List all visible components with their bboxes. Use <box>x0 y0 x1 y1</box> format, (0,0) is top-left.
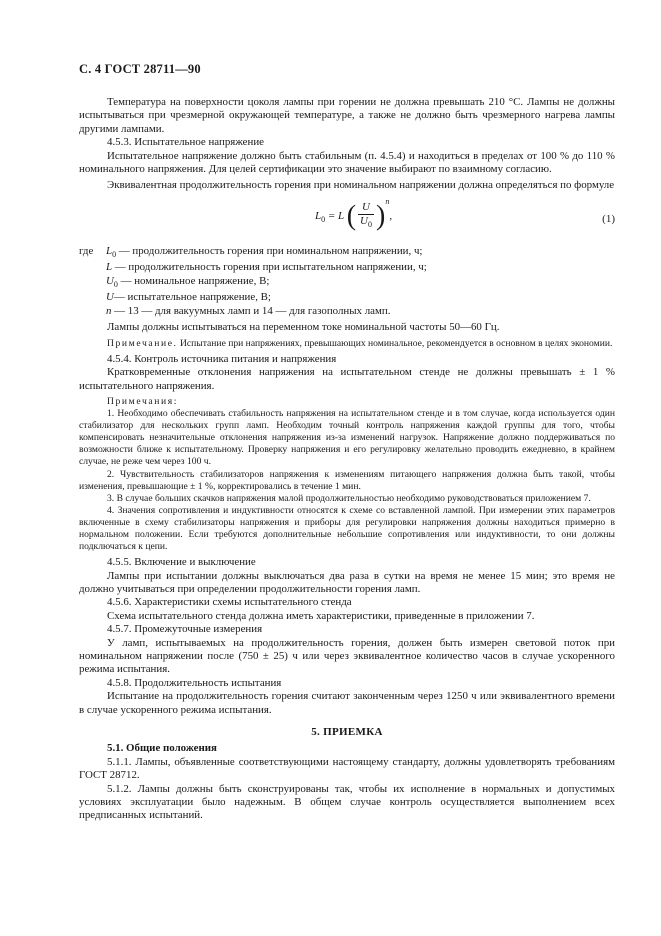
note-item-1: 1. Необходимо обеспечивать стабильность напряжения на испытательном стенде и в том случае, когда используется один стабилизатор для нескольких групп ламп. Необходим точный контроль напряжения каждой группы для того, чтобы компенсировать незначительные отклонения напряжения из-за изменений нагрузок. Напряжение должно поддерживаться по возможности ближе к испытательному. Проверку напряжения и его регулировку желательно проводить ежедневно, в крайнем случае, не реже чем через 100 ч. <box>79 408 615 468</box>
paragraph-duration: Испытание на продолжительность горения считают законченным через 1250 ч или эквивалентного времени в случае ускоренного режима испытания. <box>79 690 615 716</box>
formula-lhs: L <box>315 209 322 222</box>
paragraph-equivalent-duration: Эквивалентная продолжительность горения при номинальном напряжении должна определяться по формуле <box>107 179 615 192</box>
definition-row-u0 <box>79 275 615 292</box>
definition-row-u <box>79 291 615 304</box>
paragraph-intermediate: У ламп, испытываемых на продолжительность горения, должен быть измерен световой поток при номинальном напряжении после (750 ± 25) ч или через эквивалентное количество часов в случае ускоренного режима испытания. <box>79 636 615 676</box>
formula-denominator <box>358 215 374 232</box>
paragraph-5-1-2: 5.1.2. Лампы должны быть сконструированы так, чтобы их исполнение в нормальных и допустимых условиях эксплуатации было надежным. В общем случае контроль осуществляется выполнением всех предписанных испытаний. <box>79 782 615 822</box>
definition-symbol: L <box>106 244 113 257</box>
definition-where: где <box>79 244 94 257</box>
formula-numerator: U <box>358 201 374 215</box>
note-single <box>79 338 615 350</box>
formula-number: (1) <box>602 212 615 225</box>
heading-4-5-3: 4.5.3. Испытательное напряжение <box>107 136 264 149</box>
paragraph-ac-frequency: Лампы должны испытываться на переменном токе номинальной частоты 50—60 Гц. <box>107 321 500 334</box>
definition-text: — продолжительность горения при номинальном напряжении, ч; <box>116 244 423 257</box>
formula-expression <box>315 197 393 232</box>
notes-label: Примечания: <box>107 395 178 407</box>
page-header: С. 4 ГОСТ 28711—90 <box>79 62 201 76</box>
subsection-5-1-title: 5.1. Общие положения <box>107 742 217 755</box>
heading-4-5-7: 4.5.7. Промежуточные измерения <box>107 623 263 636</box>
definition-symbol: L <box>106 261 113 274</box>
document-body <box>79 96 615 823</box>
note-item-4: 4. Значения сопротивления и индуктивности относятся к схеме со вставленной лампой. При измерении этих параметров включенные в схему стабилизаторы напряжения и приборы для регулировки напряжения должны находиться примерно в нормальном положении. Если требуются дополнительные небольшие сопротивления или индуктивности, то они должны подключаться к цепи. <box>79 504 615 553</box>
definition-row-l0 <box>79 245 615 262</box>
definition-symbol: U <box>106 291 114 304</box>
note-label: Примечание. <box>107 337 178 349</box>
heading-4-5-6: 4.5.6. Характеристики схемы испытательного стенда <box>107 596 352 609</box>
paragraph-switching: Лампы при испытании должны выключаться два раза в сутки на время не менее 15 мин; это время не должно учитываться при определении продолжительности горения ламп. <box>79 569 615 595</box>
formula-lhs-sub: 0 <box>321 215 326 225</box>
formula-right-paren: ) <box>376 200 386 232</box>
definition-symbol: n <box>106 304 112 317</box>
formula-definitions <box>79 245 615 318</box>
definition-row-n <box>79 305 615 318</box>
formula-exponent: n <box>385 197 390 207</box>
definition-row-l <box>79 261 615 274</box>
section-5-title: 5. ПРИЕМКА <box>311 726 383 739</box>
formula-fraction <box>358 201 374 232</box>
definition-text: — испытательное напряжение, В; <box>113 291 271 304</box>
formula-comma: , <box>389 209 393 222</box>
paragraph-5-1-1: 5.1.1. Лампы, объявленные соответствующими настоящему стандарту, должны удовлетворять требованиям ГОСТ 28712. <box>79 755 615 782</box>
formula-eq: = L <box>325 209 344 222</box>
note-item-3: 3. В случае больших скачков напряжения малой продолжительностью необходимо руководствоваться приложением 7. <box>107 492 591 504</box>
heading-4-5-4: 4.5.4. Контроль источника питания и напряжения <box>107 352 337 365</box>
paragraph-circuit: Схема испытательного стенда должна иметь характеристики, приведенные в приложении 7. <box>107 609 535 622</box>
definition-symbol: U <box>106 274 114 287</box>
heading-4-5-5: 4.5.5. Включение и выключение <box>107 556 256 569</box>
paragraph-cap-temperature: Температура на поверхности цоколя лампы при горении не должна превышать 210 °С. Лампы не должны испытываться при чрезмерной окружающей температуре, а также не должно быть чрезмерного нагрева лампы другими лампами. <box>79 96 615 135</box>
definition-sub: 0 <box>112 250 117 260</box>
definition-text: — продолжительность горения при испытательном напряжении, ч; <box>112 261 427 274</box>
paragraph-test-voltage: Испытательное напряжение должно быть стабильным (п. 4.5.4) и находиться в пределах от 100 % до 110 % номинального напряжения. Для целей сертификации это значение выбирают по взаимному согласию. <box>79 149 615 176</box>
note-item-2: 2. Чувствительность стабилизаторов напряжения к изменениям питающего напряжения должна быть такой, чтобы изменения, превышающие ± 1 %, корректировались в течение 1 мин. <box>79 468 615 492</box>
definition-text: — 13 — для вакуумных ламп и 14 — для газополных ламп. <box>111 304 391 317</box>
formula-den-sub: 0 <box>368 220 372 230</box>
formula-left-paren: ( <box>346 200 357 232</box>
formula-den-symbol: U <box>360 215 368 228</box>
definition-sub: 0 <box>113 280 118 289</box>
definition-text: — номинальное напряжение, В; <box>117 274 270 287</box>
formula-1 <box>79 195 615 245</box>
note-text: Испытание при напряжениях, превышающих номинальное, рекомендуется в основном в целях экономии. <box>177 337 613 349</box>
heading-4-5-8: 4.5.8. Продолжительность испытания <box>107 676 282 689</box>
paragraph-voltage-deviation: Кратковременные отклонения напряжения на испытательном стенде не должны превышать ± 1 % испытательного напряжения. <box>79 366 615 392</box>
